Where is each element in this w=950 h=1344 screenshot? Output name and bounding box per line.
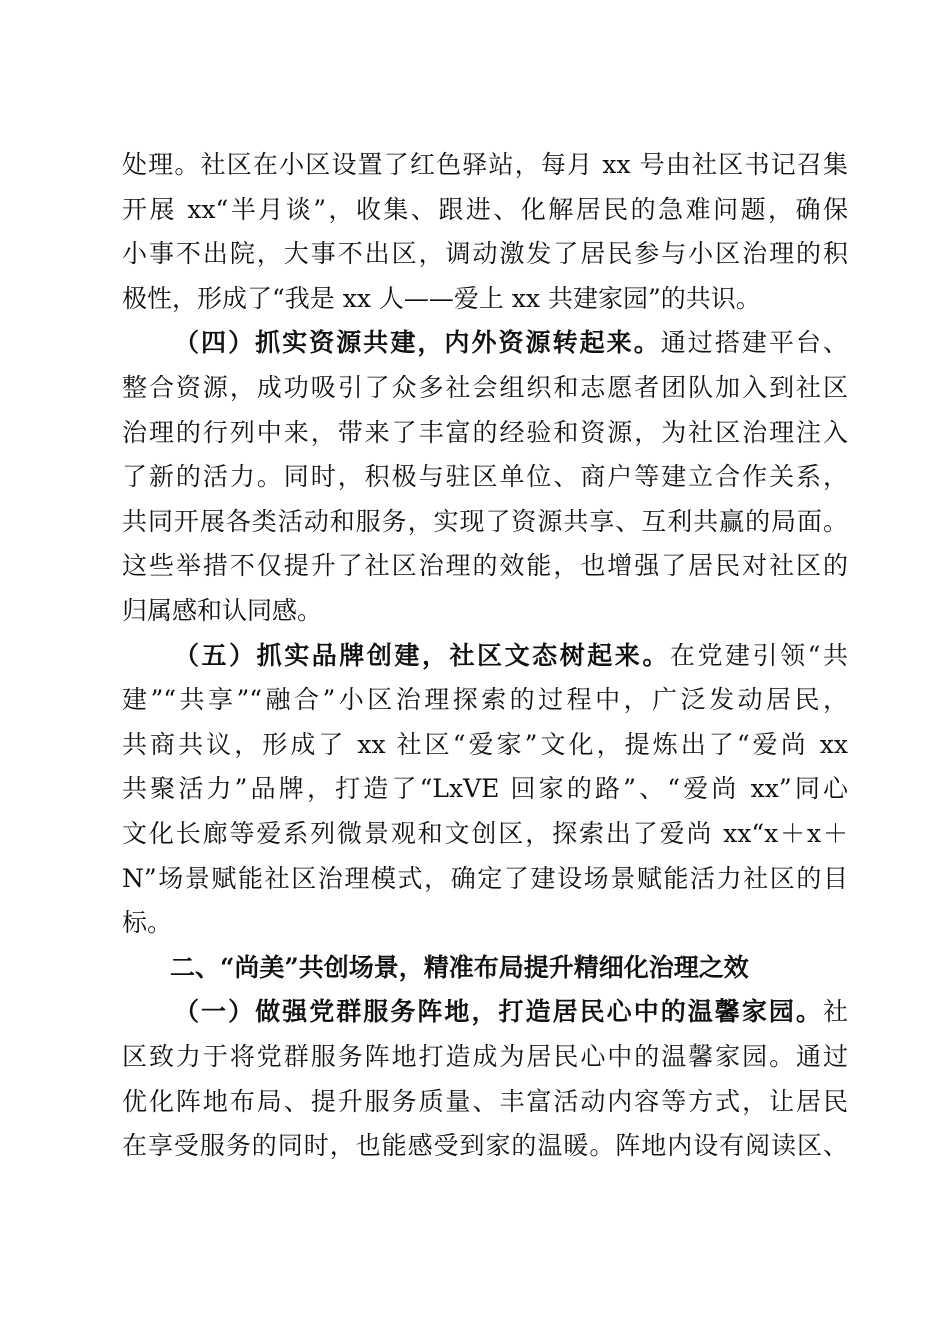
text-line bbox=[174, 634, 848, 678]
text-line bbox=[122, 500, 848, 544]
subsection-title: （五）抓实品牌创建，社区文态树起来。 bbox=[174, 640, 670, 670]
line-text: 共同开展各类活动和服务，实现了资源共享、互利共赢的局面。 bbox=[122, 506, 848, 536]
text-line bbox=[122, 723, 848, 767]
text-line bbox=[122, 1035, 848, 1079]
line-text: 建”“共享”“融合”小区治理探索的过程中，广泛发动居民， bbox=[122, 685, 848, 715]
line-text: 通过搭建平台、 bbox=[660, 328, 848, 358]
line-text: 开展 xx“半月谈”，收集、跟进、化解居民的急难问题，确保 bbox=[122, 194, 848, 224]
text-line bbox=[122, 857, 848, 901]
line-text: 文化长廊等爱系列微景观和文创区，探索出了爱尚 xx“x＋x＋ bbox=[122, 819, 848, 848]
text-line bbox=[122, 1124, 848, 1168]
text-line bbox=[174, 990, 848, 1034]
line-text: 共聚活力”品牌，打造了“LxVE 回家的路”、“爱尚 xx”同心 bbox=[122, 774, 848, 804]
subsection-title: （四）抓实资源共建，内外资源转起来。 bbox=[174, 328, 661, 358]
text-line bbox=[122, 455, 848, 499]
line-text: 共商共议，形成了 xx 社区“爱家”文化，提炼出了“爱尚 xx bbox=[122, 729, 848, 759]
line-text: 在享受服务的同时，也能感受到家的温暖。阵地内设有阅读区、 bbox=[122, 1131, 848, 1161]
line-text: 这些举措不仅提升了社区治理的效能，也增强了居民对社区的 bbox=[122, 551, 848, 581]
text-line bbox=[122, 901, 848, 945]
line-text: 治理的行列中来，带来了丰富的经验和资源，为社区治理注入 bbox=[122, 417, 848, 447]
line-text: 社 bbox=[822, 997, 848, 1027]
text-line bbox=[122, 589, 848, 633]
line-text: 区致力于将党群服务阵地打造成为居民心中的温馨家园。通过 bbox=[122, 1042, 848, 1071]
text-line bbox=[122, 411, 848, 455]
line-text: 极性，形成了“我是 xx 人——爱上 xx 共建家园”的共识。 bbox=[122, 283, 761, 313]
line-text: 了新的活力。同时，积极与驻区单位、商户等建立合作关系， bbox=[122, 462, 848, 492]
text-line bbox=[122, 767, 848, 811]
line-text: 标。 bbox=[122, 908, 173, 938]
line-text: 整合资源，成功吸引了众多社会组织和志愿者团队加入到社区 bbox=[122, 373, 848, 402]
text-line bbox=[122, 678, 848, 722]
line-text: 处理。社区在小区设置了红色驿站，每月 xx 号由社区书记召集 bbox=[122, 150, 848, 179]
line-text: N”场景赋能社区治理模式，确定了建设场景赋能活力社区的目 bbox=[122, 863, 848, 893]
text-line bbox=[122, 1080, 848, 1124]
text-line bbox=[122, 366, 848, 410]
line-text: 归属感和认同感。 bbox=[122, 596, 323, 625]
text-line bbox=[174, 321, 848, 365]
subsection-title: （一）做强党群服务阵地，打造居民心中的温馨家园。 bbox=[174, 997, 823, 1027]
line-text: 优化阵地布局、提升服务质量、丰富活动内容等方式，让居民 bbox=[122, 1086, 848, 1116]
subsection-title: 二、“尚美”共创场景，精准布局提升精细化治理之效 bbox=[170, 952, 749, 982]
text-line bbox=[122, 188, 848, 232]
text-line bbox=[122, 143, 848, 187]
text-line bbox=[122, 812, 848, 856]
text-line bbox=[122, 544, 848, 588]
section-heading bbox=[170, 946, 790, 990]
line-text: 在党建引领“共 bbox=[669, 640, 848, 670]
line-text: 小事不出院，大事不出区，调动激发了居民参与小区治理的积 bbox=[122, 239, 848, 269]
text-line bbox=[122, 232, 848, 276]
text-line bbox=[122, 277, 848, 321]
